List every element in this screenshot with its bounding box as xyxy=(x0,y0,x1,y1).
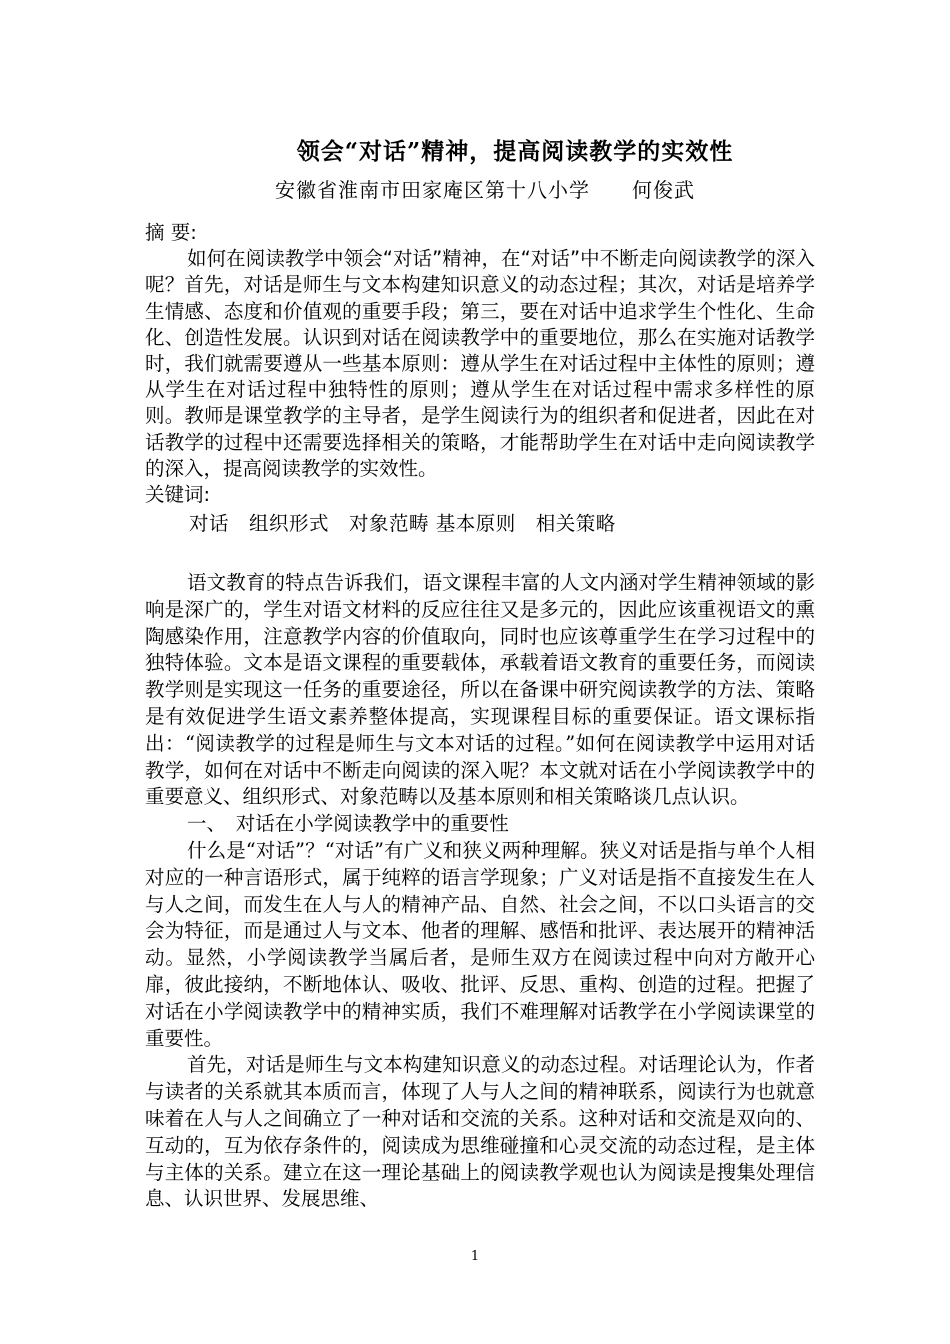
body-paragraph: 首先，对话是师生与文本构建知识意义的动态过程。对话理论认为，作者与读者的关系就其本质而言，体现了人与人之间的精神联系，阅读行为也就意味着在人与人之间确立了一种对话和交流的关系。这种对话和交流是双向的、互动的，互为依存条件的，阅读成为思维碰撞和心灵交流的动态过程，是主体与主体的关系。建立在这一理论基础上的阅读教学观也认为阅读是搜集处理信息、认识世界、发展思维、 xyxy=(145,1053,815,1211)
abstract-label: 摘 要: xyxy=(145,221,197,244)
keywords-label: 关键词: xyxy=(145,483,211,507)
keywords-list: 对话 组织形式 对象范畴 基本原则 相关策略 xyxy=(189,512,616,536)
page-number: 1 xyxy=(470,1249,480,1264)
document-title: 领会“对话”精神，提高阅读教学的实效性 xyxy=(296,138,734,165)
author-line: 安徽省淮南市田家庵区第十八小学 何俊武 xyxy=(275,178,695,202)
body-text xyxy=(145,570,815,1213)
abstract-section xyxy=(145,220,815,537)
abstract-text: 如何在阅读教学中领会“对话”精神，在“对话”中不断走向阅读教学的深入呢？首先，对话是师生与文本构建知识意义的动态过程；其次，对话是培养学生情感、态度和价值观的重要手段；第三，要在对话中追求学生个性化、生命化、创造性发展。认识到对话在阅读教学中的重要地位，那么在实施对话教学时，我们就需要遵从一些基本原则：遵从学生在对话过程中主体性的原则；遵从学生在对话过程中独特性的原则；遵从学生在对话过程中需求多样性的原则。教师是课堂教学的主导者，是学生阅读行为的组织者和促进者，因此在对话教学的过程中还需要选择相关的策略，才能帮助学生在对话中走向阅读教学的深入，提高阅读教学的实效性。 xyxy=(145,247,815,480)
section-heading: 一、 对话在小学阅读教学中的重要性 xyxy=(187,812,509,836)
body-paragraph: 什么是“对话”？“对话”有广义和狭义两种理解。狭义对话是指与单个人相对应的一种言语形式，属于纯粹的语言学现象；广义对话是指不直接发生在人与人之间，而发生在人与人的精神产品、自然、社会之间，不以口头语言的交会为特征，而是通过人与文本、他者的理解、感悟和批评、表达展开的精神活动。显然，小学阅读教学当属后者，是师生双方在阅读过程中向对方敞开心扉，彼此接纳，不断地体认、吸收、批评、反思、重构、创造的过程。把握了对话在小学阅读教学中的精神实质，我们不难理解对话教学在小学阅读课堂的重要性。 xyxy=(145,838,815,1050)
intro-paragraph: 语文教育的特点告诉我们，语文课程丰富的人文内涵对学生精神领域的影响是深广的，学生对语文材料的反应往往又是多元的，因此应该重视语文的熏陶感染作用，注意教学内容的价值取向，同时也应该尊重学生在学习过程中的独特体验。文本是语文课程的重要载体，承载着语文教育的重要任务，而阅读教学则是实现这一任务的重要途径，所以在备课中研究阅读教学的方法、策略是有效促进学生语文素养整体提高，实现课程目标的重要保证。语文课标指出：“阅读教学的过程是师生与文本对话的过程。”如何在阅读教学中运用对话教学，如何在对话中不断走向阅读的深入呢？本文就对话在小学阅读教学中的重要意义、组织形式、对象范畴以及基本原则和相关策略谈几点认识。 xyxy=(145,571,815,809)
